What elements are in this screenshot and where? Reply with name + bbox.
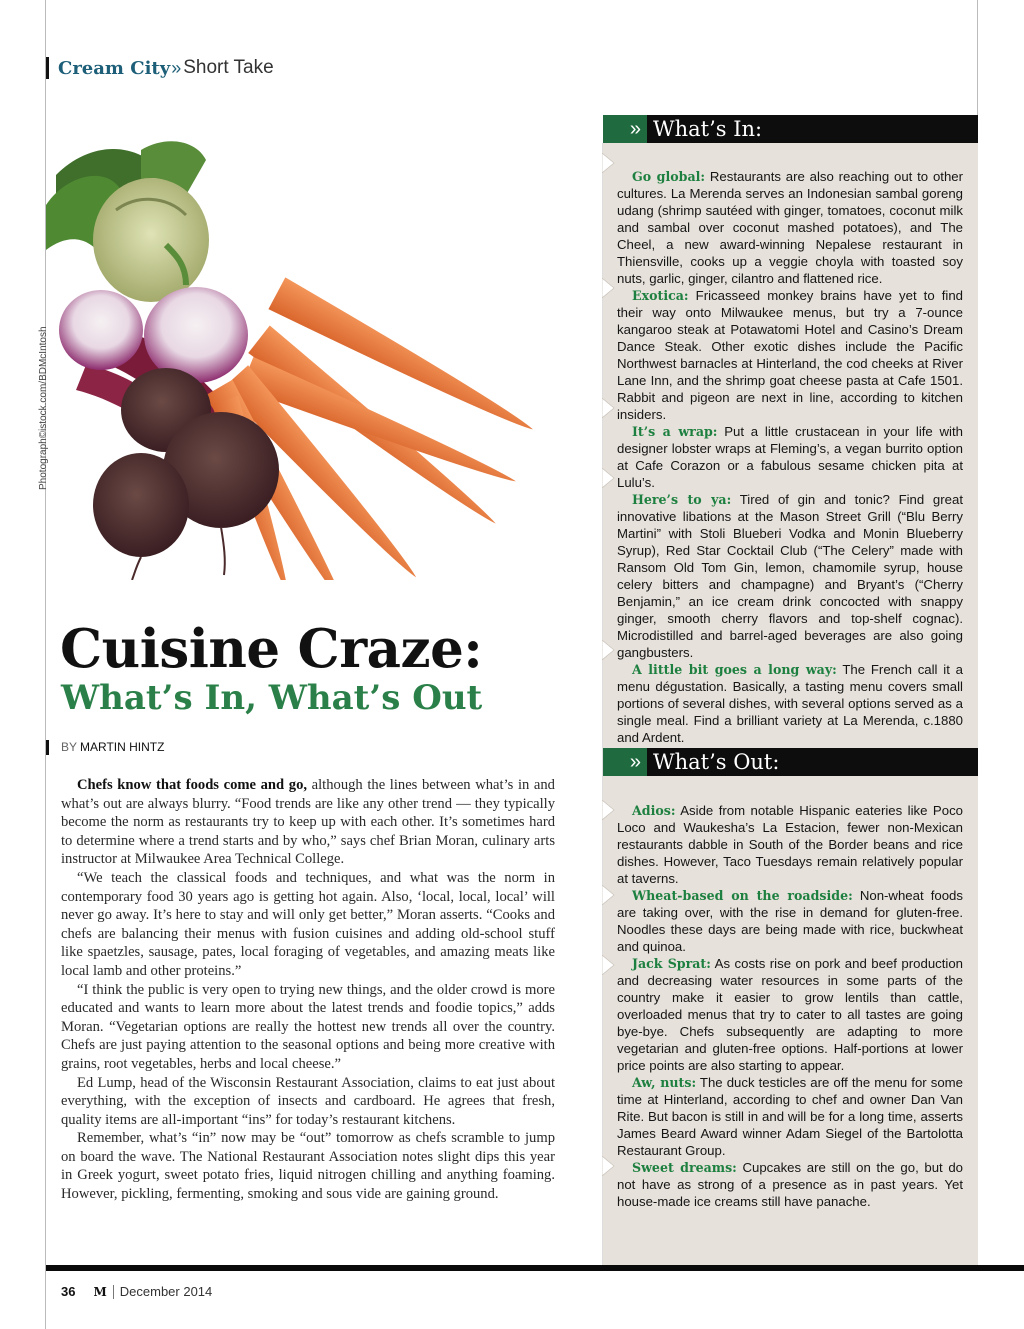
list-item [617,491,963,661]
list-item [617,955,963,1074]
article-title: Cuisine Craze: [60,618,483,680]
item-label: Exotica: [632,288,689,303]
item-label: A little bit goes a long way: [632,662,837,677]
photo-credit: Photograph©istock.com/BDMcIntosh [38,326,49,490]
item-label: Aw, nuts: [632,1075,697,1090]
issue-date: December 2014 [119,1284,213,1299]
article-paragraph [61,776,555,869]
byline-marker [46,740,49,755]
item-label: Go global: [632,169,706,184]
item-label: Adios: [632,803,676,818]
section-brand: Cream City [58,57,171,79]
page-number: 36 [61,1284,76,1299]
list-item [617,661,963,746]
list-item [617,287,963,423]
list-item [617,887,963,955]
chevron-icon: » [171,57,182,78]
article-paragraph: “I think the public is very open to trying new things, and the older crowd is more educated and wants to learn more about the latest trends and foodie topics,” adds Moran. “Vegetarian options are really the hottest new trends all over the country. Chefs are just paying attention to the seasonal options and being more creative with grains, root vegetables, herbs and local cheese.” [61,981,555,1072]
list-item [617,1074,963,1159]
item-text: As costs rise on pork and beef production and decreasing water resources in some parts of the country make it easier to grow lentils than cattle, overloaded menus that try to cater to all tastes are going bye-bye. Chefs subsequently are adapting to more vegetarian and gluten-free options. Half-portions at lower price points are also starting to appear. [617,956,964,1073]
chevron-icon: » [603,748,647,776]
list-item [617,168,963,287]
whats-in-list [617,168,963,746]
byline-prefix: BY [61,740,78,754]
item-text: The duck testicles are off the menu for some time at Hinterland, according to chef and owner Dan Van Rite. But bacon is still in and will be for a long time, asserts James Beard Award winner Adam Siegel of the Bartolotta Restaurant Group. [617,1075,963,1158]
item-text: Non-wheat foods are taking over, with the rise in demand for gluten-free. Noodles these days are being made with rice, buckwheat and quinoa. [617,888,963,954]
magazine-logo: M [93,1284,107,1299]
item-label: Wheat-based on the roadside: [632,888,853,903]
item-label: Sweet dreams: [632,1160,737,1175]
item-text: Restaurants are also reaching out to other cultures. La Merenda serves an Indonesian sambal goreng udang (shrimp sautéed with ginger, tomatoes, coconut milk and sambal over coconut mashed potatoes), and The Cheel, a new award-winning Nepalese restaurant in Thiensville, cooks up a veggie choyla with toasted soy nuts, garlic, ginger, cilantro and flattened rice. [617,169,963,286]
article-subtitle: What’s In, What’s Out [61,678,483,718]
footer-divider [113,1285,114,1299]
article-paragraph: Ed Lump, head of the Wisconsin Restaurant Association, claims to eat just about everything, with the exception of insects and cardboard. He agrees that fresh, quality items are all-important “ins” for today’s restaurant kitchens. [61,1074,555,1128]
byline [46,739,164,755]
item-text: Put a little crustacean in your life with designer lobster wraps at Fleming’s, a vegan burrito option at Cafe Corazon or a fabulous sesame chicken pita at Lulu’s. [617,424,963,490]
author-name: MARTIN HINTZ [80,740,165,754]
whats-in-header [603,115,978,143]
item-label: Here’s to ya: [632,492,732,507]
whats-out-title: What’s Out: [653,750,780,774]
chevron-icon: » [603,115,647,143]
item-text: The French call it a menu dégustation. Basically, a tasting menu covers small portions of several dishes, with several options served as a single meal. Find a brilliant variety at La Merenda, c.1880 and Ardent. [617,662,963,745]
item-text: Tired of gin and tonic? Find great innovative libations at the Mason Street Grill (“Blu Berry Martini” with Stoli Blueberi Vodka and Monin Blueberry Syrup), Red Star Cocktail Club (“The Celery” made with Ransom Old Tom Gin, lemon, chamomile syrup, house celery bitters and champagne) and Bryant’s (“Cherry Benjamin,” an ice cream drink concocted with snappy ginger, smooth cherry flavors and top-shelf cognac). Microdistilled and barrel-aged beverages are also going gangbusters. [617,492,963,660]
article-body [61,776,555,1204]
whats-in-title: What’s In: [653,117,763,141]
list-item [617,802,963,887]
article-paragraph: “We teach the classical foods and techniques, and what was the norm in contemporary food 30 years ago is getting hot again. Also, ‘local, local, local’ will never go away. It’s here to stay and will only get better,” Moran asserts. “Cooks and chefs are balancing their menus with fusion cuisines and adding old-school stuff like spaetzles, sausage, pates, local foraging of vegetables, and amazing meats like local lamb and other proteins.” [61,869,555,979]
whats-out-header [603,748,978,776]
section-header [46,56,274,80]
item-label: It’s a wrap: [632,424,718,439]
section-name: Short Take [183,57,274,78]
footer-rule [46,1265,1024,1271]
article-paragraph: Remember, what’s “in” now may be “out” tomorrow as chefs scramble to jump on board the wave. The National Restaurant Association notes slight dips this year in Greek yogurt, sweet potato fries, liquid nitrogen chilling and anything foaming. However, pickling, fermenting, smoking and sous vide are gaining ground. [61,1130,555,1203]
item-text: Cupcakes are still on the go, but do not have as strong of a presence as in past years. Yet house-made ice creams still have panache. [617,1160,964,1209]
sidebar-zigzag-edge [602,143,616,1270]
list-item [617,423,963,491]
item-text: Fricasseed monkey brains have yet to find their way onto Milwaukee menus, but try a 7-ounce kangaroo steak at Potawatomi Hotel and Casino’s Dream Dance Steak. Other exotic dishes include the Pacific Northwest barnacles at Hinterland, the cod cheeks at River Lane Inn, and the shrimp goat cheese pasta at Cafe 1501. Rabbit and pigeon are next in line, according to kitchen insiders. [617,288,963,422]
whats-out-list [617,802,963,1210]
header-marker [46,57,49,79]
paragraph-text: although the lines between what’s in and what’s out are always blurry. “Food trends are like any other trend — they typically become the norm as restaurants try to keep up with each other. It’s sometimes hard to determine where a trend starts and by who,” says chef Brian Moran, culinary arts instructor at Milwaukee Area Technical College. [61,777,555,868]
page-footer [61,1284,212,1299]
list-item [617,1159,963,1210]
lead-in: Chefs know that foods come and go, [77,777,308,793]
vegetables-photo [46,135,571,580]
item-text: Aside from notable Hispanic eateries like Poco Loco and Waukesha’s La Estacion, fewer non-Mexican restaurants dabble in South of the Border beans and rice dishes. However, Taco Tuesdays remain relatively popular at taverns. [617,803,963,886]
item-label: Jack Sprat: [632,956,711,971]
